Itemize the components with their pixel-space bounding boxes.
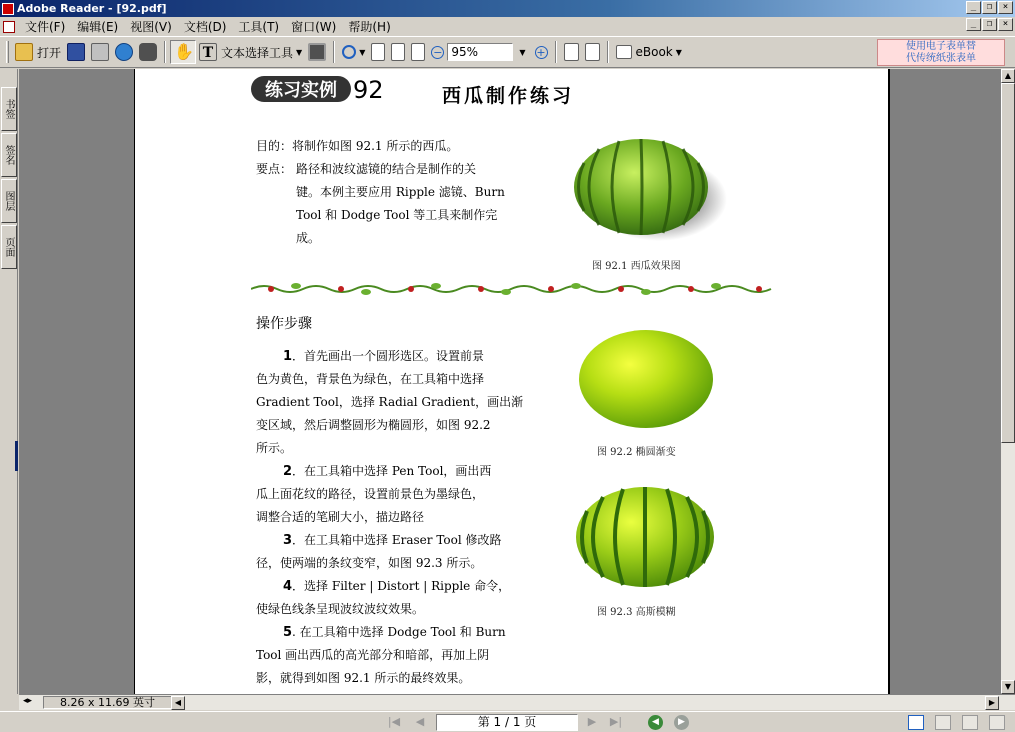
- rotate-counterclockwise-button[interactable]: [582, 40, 603, 64]
- goal-text: 将制作如图 92.1 所示的西瓜。: [292, 139, 459, 153]
- tab-layers[interactable]: 图层: [1, 179, 17, 223]
- step-5-line-1: [283, 621, 506, 644]
- zoom-in-button[interactable]: [532, 40, 551, 64]
- snapshot-tool-button[interactable]: [305, 40, 329, 64]
- camera-icon: [308, 43, 326, 61]
- printer-icon: [91, 43, 109, 61]
- key-line: Tool 和 Dodge Tool 等工具来制作完: [296, 208, 498, 222]
- save-icon: [67, 43, 85, 61]
- step-text: ．选择 Filter | Distort | Ripple 命令，: [292, 579, 511, 593]
- step-3-line-2: 径，使两端的条纹变窄，如图 92.3 所示。: [256, 556, 483, 570]
- figure-striped-watermelon: [573, 485, 717, 589]
- promo-banner[interactable]: [877, 39, 1005, 66]
- exercise-number: 92: [353, 76, 384, 104]
- page-number-field[interactable]: 第 1 / 1 页: [436, 714, 578, 731]
- figure-1-caption: 图 92.1 西瓜效果图: [592, 261, 681, 272]
- step-text: ．在工具箱中选择 Pen Tool，画出西: [292, 464, 492, 478]
- page-actual-size-icon: [371, 43, 385, 61]
- step-1-line-5: 所示。: [256, 441, 293, 455]
- key-line: 键。本例主要应用 Ripple 滤镜、Burn: [296, 185, 505, 199]
- title-bar: [0, 0, 1015, 17]
- step-1-line-3: Gradient Tool，选择 Radial Gradient，画出渐: [256, 395, 524, 409]
- search-button[interactable]: [136, 40, 160, 64]
- rotate-cw-icon: [564, 43, 579, 61]
- facing-layout-button[interactable]: [989, 715, 1005, 730]
- menu-help[interactable]: 帮助(H): [348, 20, 391, 34]
- step-number: 3: [283, 533, 293, 548]
- first-page-button[interactable]: |◀: [387, 715, 401, 728]
- chevron-down-icon[interactable]: ▼: [359, 47, 366, 57]
- toolbar-separator: [164, 41, 166, 63]
- chevron-down-icon[interactable]: ▼: [675, 47, 682, 57]
- globe-mail-icon: [115, 43, 133, 61]
- key-line: 成。: [296, 231, 321, 245]
- save-button[interactable]: [64, 40, 88, 64]
- magnifier-icon: [342, 45, 356, 59]
- step-number: 5: [283, 625, 293, 640]
- window-title: Adobe Reader - [92.pdf]: [17, 2, 167, 15]
- navigation-pane-tabs: [0, 69, 18, 694]
- doc-minimize-button[interactable]: _: [966, 18, 981, 31]
- open-label: 打开: [37, 45, 62, 60]
- toolbar-separator: [333, 41, 335, 63]
- menu-window[interactable]: 窗口(W): [291, 20, 337, 34]
- promo-line-2: 代传统纸张表单: [906, 53, 976, 64]
- go-forward-icon[interactable]: ▶: [674, 715, 689, 730]
- vertical-scrollbar[interactable]: [1001, 69, 1015, 694]
- section-title: 操作步骤: [256, 316, 312, 332]
- menu-bar: [0, 17, 1015, 36]
- step-5-line-2: Tool 画出西瓜的高光部分和暗部，再加上阴: [256, 648, 490, 662]
- single-page-layout-button[interactable]: [908, 715, 924, 730]
- figure-watermelon-final: [567, 133, 727, 249]
- scroll-down-button[interactable]: ▼: [1001, 680, 1015, 694]
- exercise-badge: [250, 72, 354, 106]
- binoculars-icon: [139, 43, 157, 61]
- fit-width-button[interactable]: [408, 40, 428, 64]
- figure-2-caption: 图 92.2 椭圆渐变: [597, 447, 676, 458]
- scroll-up-button[interactable]: ▲: [1001, 69, 1015, 83]
- menu-view[interactable]: 视图(V): [130, 20, 172, 34]
- menu-file[interactable]: 文件(F): [25, 20, 66, 34]
- adobe-reader-icon: [2, 3, 14, 15]
- toolbar: [0, 36, 1015, 68]
- pane-resize-handle[interactable]: [15, 441, 18, 471]
- rotate-ccw-icon: [585, 43, 600, 61]
- menu-document[interactable]: 文档(D): [183, 20, 227, 34]
- folder-open-icon: [15, 43, 33, 61]
- chevron-down-icon[interactable]: ▼: [296, 47, 303, 57]
- hand-tool-button[interactable]: [170, 40, 196, 64]
- menu-tools[interactable]: 工具(T): [238, 20, 280, 34]
- step-number: 1: [283, 349, 293, 364]
- step-4-line-2: 使绿色线条呈现波纹波纹效果。: [256, 602, 425, 616]
- step-4-line-1: [283, 575, 510, 598]
- previous-page-button[interactable]: ◀: [415, 715, 425, 728]
- open-button[interactable]: [12, 40, 64, 64]
- goal-line: [256, 135, 458, 158]
- step-text: ．在工具箱中选择 Eraser Tool 修改路: [292, 533, 502, 547]
- decorative-vine-divider: [251, 282, 775, 296]
- menu-edit[interactable]: 编辑(E): [77, 20, 119, 34]
- page-fit-icon: [391, 43, 405, 61]
- minus-circle-icon: −: [433, 45, 443, 59]
- tab-pages[interactable]: 页面: [1, 225, 17, 269]
- ebook-label: eBook: [635, 45, 673, 59]
- figure-elliptical-gradient: [576, 327, 716, 431]
- doc-close-button[interactable]: ×: [998, 18, 1013, 31]
- document-icon[interactable]: [3, 21, 15, 33]
- toolbar-grip[interactable]: [6, 41, 9, 63]
- promo-line-1: 使用电子表单替: [906, 41, 976, 52]
- toolbar-separator: [555, 41, 557, 63]
- step-number: 2: [283, 464, 293, 479]
- email-button[interactable]: [112, 40, 136, 64]
- restore-button[interactable]: ❐: [982, 1, 997, 14]
- key-label: 要点：: [256, 162, 293, 176]
- next-page-button[interactable]: ▶: [587, 715, 597, 728]
- step-1-line-4: 变区域，然后调整圆形为椭圆形，如图 92.2: [256, 418, 491, 432]
- plus-circle-icon: +: [536, 45, 546, 59]
- vertical-scroll-thumb[interactable]: [1001, 83, 1015, 443]
- fit-page-button[interactable]: [388, 40, 408, 64]
- step-text: ．首先画出一个圆形选区。设置前景: [292, 349, 485, 363]
- zoom-out-button[interactable]: [428, 40, 447, 64]
- toolbar-separator: [607, 41, 609, 63]
- actual-size-button[interactable]: [368, 40, 388, 64]
- tab-signatures[interactable]: 签名: [1, 133, 17, 177]
- zoom-dropdown-icon[interactable]: ▼: [519, 47, 526, 57]
- text-select-icon: T: [199, 43, 217, 61]
- horizontal-scrollbar[interactable]: [19, 694, 1015, 710]
- step-2-line-2: 瓜上面花纹的路径，设置前景色为墨绿色，: [256, 487, 485, 501]
- step-2-line-3: 调整合适的笔刷大小，描边路径: [256, 510, 425, 524]
- step-number: 4: [283, 579, 293, 594]
- step-5-line-3: 影，就得到如图 92.1 所示的最终效果。: [256, 671, 471, 685]
- scroll-left-button[interactable]: ◀: [171, 696, 185, 710]
- ebook-icon: [616, 45, 632, 59]
- scroll-right-button[interactable]: ▶: [985, 696, 999, 710]
- tab-bookmarks[interactable]: 书签: [1, 87, 17, 131]
- step-1-line-2: 色为黄色，背景色为绿色，在工具箱中选择: [256, 372, 485, 386]
- zoom-in-tool-button[interactable]: [339, 40, 368, 64]
- step-1-line-1: [283, 345, 484, 368]
- rotate-clockwise-button[interactable]: [561, 40, 582, 64]
- page-size-indicator: 8.26 x 11.69 英寸: [43, 696, 183, 709]
- page-navigation-bar: [0, 711, 1015, 732]
- key-line: 路径和波纹滤镜的结合是制作的关: [296, 162, 477, 176]
- last-page-button[interactable]: ▶|: [609, 715, 623, 728]
- print-button[interactable]: [88, 40, 112, 64]
- ebook-button[interactable]: [613, 40, 685, 64]
- figure-3-caption: 图 92.3 高斯模糊: [597, 607, 676, 618]
- exercise-title: 西瓜制作练习: [442, 85, 575, 107]
- document-viewport[interactable]: [19, 69, 1001, 694]
- continuous-layout-button[interactable]: [935, 715, 951, 730]
- close-button[interactable]: ×: [998, 1, 1013, 14]
- minimize-button[interactable]: _: [966, 1, 981, 14]
- step-2-line-1: [283, 460, 491, 483]
- go-back-icon[interactable]: ◀: [648, 715, 663, 730]
- badge-text: 练习实例: [265, 80, 337, 101]
- pdf-page: [134, 69, 890, 694]
- doc-restore-button[interactable]: ❐: [982, 18, 997, 31]
- text-select-tool-button[interactable]: [196, 40, 305, 64]
- text-select-label: 文本选择工具: [221, 45, 294, 60]
- zoom-input[interactable]: 95%: [447, 43, 513, 61]
- goal-label: 目的：: [256, 139, 293, 153]
- step-3-line-1: [283, 529, 502, 552]
- page-fit-width-icon: [411, 43, 425, 61]
- continuous-facing-layout-button[interactable]: [962, 715, 978, 730]
- split-handle-icon[interactable]: ◂▸: [23, 696, 33, 706]
- hand-icon: ✋: [174, 42, 194, 61]
- step-text: . 在工具箱中选择 Dodge Tool 和 Burn: [292, 625, 506, 639]
